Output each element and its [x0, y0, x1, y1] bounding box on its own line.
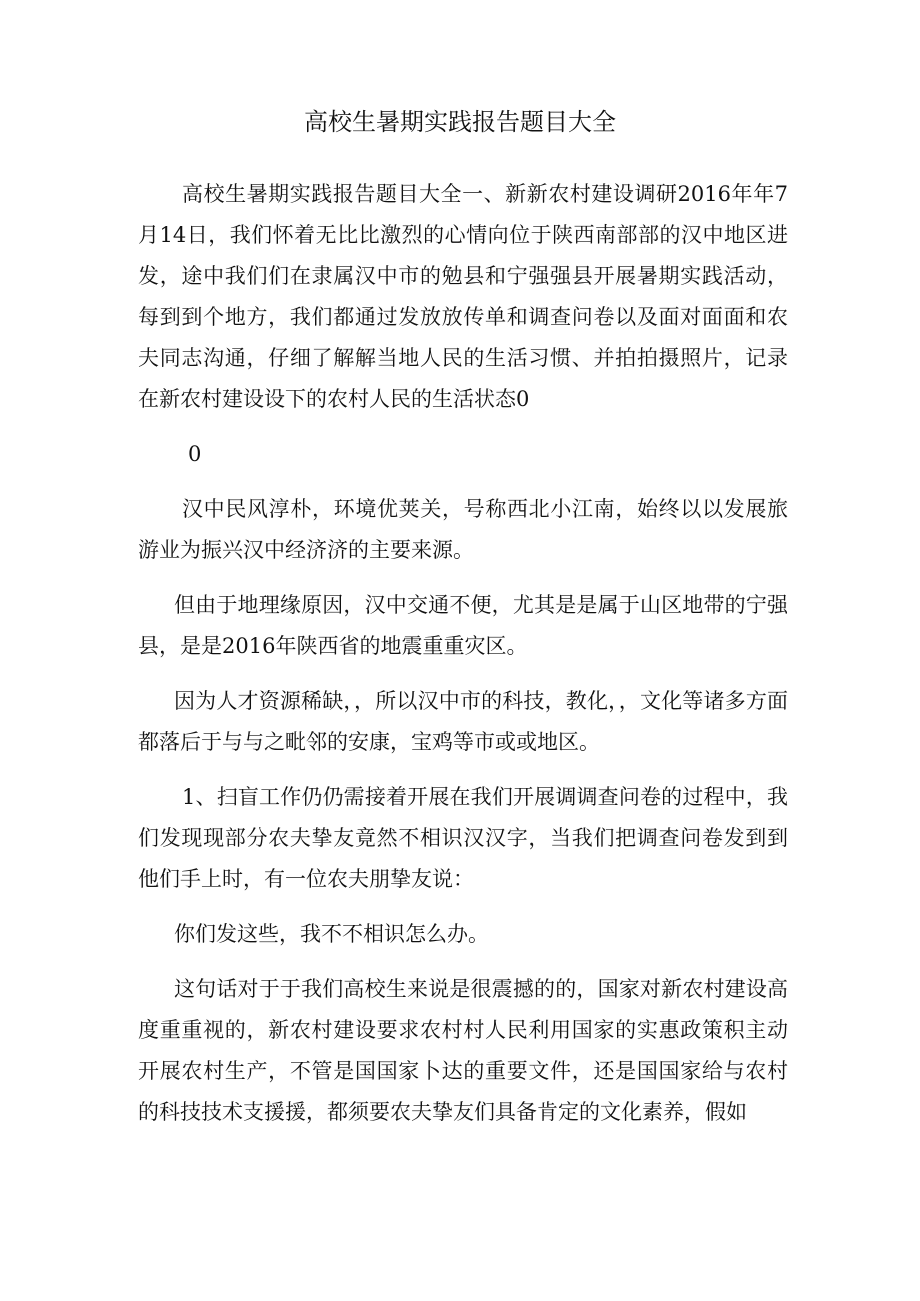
paragraph-reflection: 这句话对于于我们高校生来说是很震撼的的，国家对新农村建设高度重重视的，新农村建设要求农村村人民利用国家的实惠政策积主动开展农村生产，不管是国国家卜达的重要文件，还是国国家给与农村的科技技术支援援，都须要农夫挚友们具备肯定的文化素养，假如	[138, 977, 788, 1124]
paragraph-literacy: 1、扫盲工作仍仍需接着开展在我们开展调调查问卷的过程中，我们发现现部分农夫挚友竟然不相识汉汉字，当我们把调查问卷发到到他们手上时，有一位农夫朋挚友说：	[138, 785, 788, 891]
paragraph-hanzhong: 汉中民风淳朴，环境优荚关，号称西北小江南，始终以以发展旅游业为振兴汉中经济济的主要来源。	[138, 497, 788, 562]
paragraph-zero: 0	[188, 442, 202, 466]
document-body	[138, 174, 788, 1147]
paragraph-intro: 高校生暑期实践报告题目大全一、新新农村建设调研2016年年7月14日，我们怀着无比比激烈的心情向位于陕西南部部的汉中地区进发，途中我们们在隶属汉中市的勉县和宁强强县开展暑期实践活动，每到到个地方，我们都通过发放放传单和调查问卷以及面对面面和农夫同志沟通，仔细了解解当地人民的生活习惯、并拍拍摄照片，记录在新农村建设设下的农村人民的生活状态0	[138, 182, 788, 411]
document-title: 高校生暑期实践报告题目大全	[304, 108, 616, 136]
paragraph-geography: 但由于地理缘原因，汉中交通不便，尤其是是属于山区地带的宁强县，是是2016年陕西省的地震重重灾区。	[138, 593, 788, 658]
paragraph-quote: 你们发这些，我不不相识怎么办。	[174, 922, 489, 946]
paragraph-talent: 因为人才资源稀缺，，所以汉中市的科技，教化，，文化等诸多方面都落后于与与之毗邻的安康，宝鸡等市或或地区。	[138, 689, 788, 754]
